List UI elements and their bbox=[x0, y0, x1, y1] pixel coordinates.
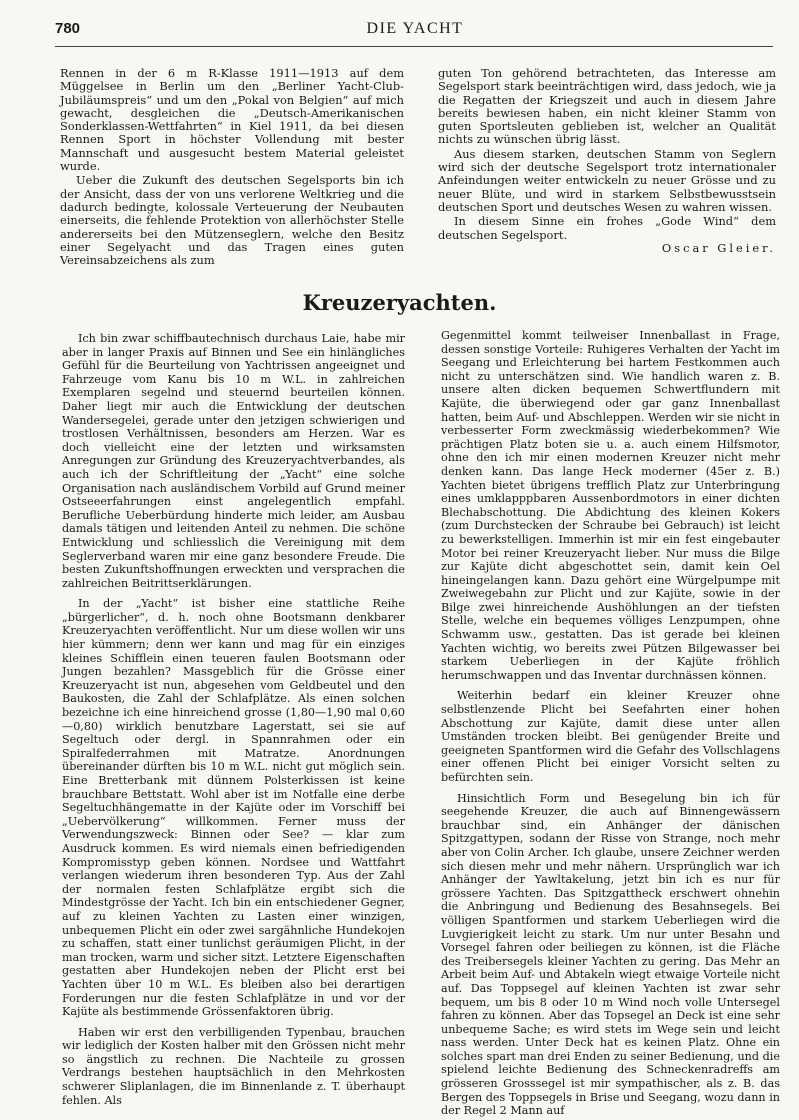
paragraph: Aus diesem starken, deutschen Stamm von Seglern wird sich der deutsche Segelsport trotz internationaler Anfeindungen weiter entwickeln zu neuer Grösse und zu neuer Blüte, und wird in starkem Selbstbewusstsein deutschen Sport und deutsches Wesen zu wahren wissen. bbox=[438, 146, 776, 214]
column-bottom-right bbox=[441, 329, 780, 1118]
paragraph: Weiterhin bedarf ein kleiner Kreuzer ohne selbstlenzende Plicht bei Seefahrten einer hohen Abschottung zur Kajüte, damit diese unter allen Umständen trocken bleibt. Bei genügender Breite und geeigneten Spantformen wird die Gefahr des Vollschlagens einer offenen Plicht bei einiger Vorsicht selten zu befürchten sein. bbox=[441, 689, 780, 784]
paragraph: In der „Yacht“ ist bisher eine stattliche Reihe „bürgerlicher“, d. h. noch ohne Bootsmann denkbarer Kreuzeryachten veröffentlicht. Nur um diese wollen wir uns hier kümmern; denn wer kann und mag für ein einziges kleines Schifflein einen teueren faulen Bootsmann oder Jungen bezahlen? Massgeblich für die Grösse einer Kreuzeryacht ist nun, abgesehen vom Geldbeutel und den Baukosten, die Zahl der Schlafplätze. Als einen solchen bezeichne ich eine hinreichend grosse (1,80—1,90 mal 0,60—0,80) wirklich benutzbare Lagerstatt, sei sie auf Segeltuch oder dergl. in Spannrahmen oder ein Spiralfederrahmen mit Matratze. Anordnungen übereinander dürften bis 10 m W.L. nicht gut möglich sein. Eine Bretterbank mit dünnem Polsterkissen ist keine brauchbare Bettstatt. Wohl aber ist im Notfalle eine derbe Segeltuchhängematte in der Kajüte oder im Vorschiff bei „Uebervölkerung“ willkommen. Ferner muss der Verwendungszweck: Binnen oder See? — klar zum Ausdruck kommen. Es wird niemals einen befriedigenden Kompromisstyp geben können. Nordsee und Wattfahrt verlangen wiederum ihren besonderen Typ. Aus der Zahl der normalen festen Schlafplätze ergibt sich die Mindestgrösse der Yacht. Ich bin ein entschiedener Gegner, auf zu kleinen Yachten zu Lasten einer winzigen, unbequemen Plicht ein oder zwei sargähnliche Hundekojen zu schaffen, statt einer tunlichst geräumigen Plicht, in der man trocken, warm und sicher sitzt. Letztere Eigenschaften gestatten aber Hundekojen neben der Plicht erst bei Yachten über 10 m W.L. Es bleiben also bei derartigen Forderungen nur die festen Schlafplätze in und vor der Kajüte als bestimmende Grössenfaktoren übrig. bbox=[62, 597, 405, 1019]
paragraph: In diesem Sinne ein frohes „Gode Wind“ dem deutschen Segelsport. bbox=[438, 214, 776, 242]
paragraph: Rennen in der 6 m R-Klasse 1911—1913 auf dem Müggelsee in Berlin um den „Berliner Yacht-Club-Jubiläumspreis“ und um den „Pokal von Belgien“ auf mich gewacht, desgleichen die „Deutsch-Amerikanischen Sonderklassen-Wettfahrten“ in Kiel 1911, da bei diesen Rennen Sport in höchster Vollendung mit bester Mannschaft und ausgesucht bestem Material geleistet wurde. bbox=[60, 66, 404, 174]
article-title: Kreuzeryachten. bbox=[302, 290, 497, 315]
paragraph: guten Ton gehörend betrachteten, das Interesse am Segelsport stark beeinträchtigen wird, dass jedoch, wie ja die Regatten der Kriegszeit und auch in diesem Jahre bereits bewiesen haben, ein nicht kleiner Stamm von guten Sportsleuten geblieben ist, welcher an Qualität nichts zu wünschen übrig lässt. bbox=[438, 66, 776, 147]
paragraph: Hinsichtlich Form und Besegelung bin ich für seegehende Kreuzer, die auch auf Binnengewässern brauchbar sind, ein Anhänger der dänischen Spitzgattypen, sodann der Risse von Strange, noch mehr aber von Colin Archer. Ich glaube, unsere Zeichner werden sich diesen mehr und mehr nähern. Ursprünglich war ich Anhänger der Yawltakelung, jetzt bin ich es nur für grössere Yachten. Das Spitzgattheck erschwert ohnehin die Anbringung und Bedienung des Besahnsegels. Bei völligen Spantformen und starkem Ueberliegen wird die Luvgierigkeit leicht zu stark. Um nur unter Besahn und Vorsegel fahren oder beiliegen zu können, ist die Fläche des Treibersegels kleiner Yachten zu gering. Das Mehr an Arbeit beim Auf- und Abtakeln wiegt etwaige Vorteile nicht auf. Das Toppsegel auf kleinen Yachten ist zwar sehr bequem, um bis 8 oder 10 m Wind noch volle Untersegel fahren zu können. Aber das Topsegel an Deck ist eine sehr unbequeme Sache; es wird stets im Wege sein und leicht nass werden. Unter Deck hat es keinen Platz. Ohne ein solches spart man drei Enden zu seiner Bedienung, und die spielend leichte Bedienung des Schneckenradreffs am grösseren Grosssegel ist mir sympathischer, als z. B. das Bergen des Toppsegels in Brise und Seegang, wozu dann in der Regel 2 Mann auf bbox=[441, 791, 780, 1118]
header-rule bbox=[55, 46, 773, 47]
paragraph: Haben wir erst den verbilligenden Typenbau, brauchen wir lediglich der Kosten halber mit den Grössen nicht mehr so ängstlich zu rechnen. Die Nachteile zu grossen Verdrangs bestehen hauptsächlich in den Mehrkosten schwerer Sliplanlagen, die im Binnenlande z. T. überhaupt fehlen. Als bbox=[62, 1025, 405, 1107]
paragraph: Gegenmittel kommt teilweiser Innenballast in Frage, dessen sonstige Vorteile: Ruhigeres Verhalten der Yacht im Seegang und Erleichterung bei hartem Festkommen auch nicht zu unterschätzen sind. Wie handlich waren z. B. unsere alten dicken bequemen Schwertflundern mit Kajüte, die überwiegend oder gar ganz Innenballast hatten, beim Auf- und Abschleppen. Werden wir sie nicht in verbesserter Form zweckmässig wiederbekommen? Wie prächtigen Platz boten sie u. a. auch einem Hilfsmotor, ohne den ich mir einen modernen Kreuzer nicht mehr denken kann. Das lange Heck moderner (45er z. B.) Yachten bietet übrigens trefflich Platz zur Unterbringung eines umklapppbaren Aussenbordmotors in einer dichten Blechabschottung. Die Abdichtung des kleinen Kokers (zum Durchstecken der Schraube bei Gebrauch) ist leicht zu bewerkstelligen. Immerhin ist mir ein fest eingebauter Motor bei reiner Kreuzeryacht lieber. Nur muss die Bilge zur Kajüte dicht abgeschottet sein, damit kein Oel hineingelangen kann. Dazu gehört eine Würgelpumpe mit Zweiwegebahn zur Plicht und zur Kajüte, sowie in der Bilge zwei hinreichende Aushöhlungen an der tiefsten Stelle, welche ein bequemes völliges Lenzpumpen, ohne Schwamm usw., gestatten. Das ist gerade bei kleinen Yachten wichtig, wo bereits zwei Pützen Bilgewasser bei starkem Ueberliegen in der Kajüte fröhlich herumschwappen und das Inventar durchnässen können. bbox=[441, 329, 780, 682]
column-top-left bbox=[60, 67, 404, 267]
author-signature: Oscar Gleier. bbox=[661, 240, 776, 255]
paragraph: Ueber die Zukunft des deutschen Segelsports bin ich der Ansicht, dass der von uns verlorene Weltkrieg und die dadurch bedingte, kolossale Verteuerung der Neubauten einerseits, die fehlende Protektion von allerhöchster Stelle andererseits bei den Mützenseglern, welche den Besitz einer Segelyacht und das Tragen eines guten Vereinsabzeichens als zum bbox=[60, 173, 404, 268]
page-header bbox=[55, 20, 775, 42]
running-title: DIE YACHT bbox=[366, 20, 464, 37]
column-bottom-left bbox=[62, 332, 405, 1107]
column-top-right bbox=[438, 67, 776, 255]
page-number: 780 bbox=[55, 20, 81, 37]
paragraph: Ich bin zwar schiffbautechnisch durchaus Laie, habe mir aber in langer Praxis auf Binnen und See ein hinlängliches Gefühl für die Beurteilung von Yachtrissen angeeignet und Fahrzeuge vom Kanu bis 10 m W.L. in zahlreichen Exemplaren segelnd und steuernd beurteilen können. Daher liegt mir auch die Entwicklung der deutschen Wandersegelei, gerade unter den jetzigen schwierigen und trostlosen Verhältnissen, besonders am Herzen. War es doch vielleicht eine der letzten und wirksamsten Anregungen zur Gründung des Kreuzeryachtverbandes, als auch ich der Schriftleitung der „Yacht“ eine solche Organisation nach ausländischem Vorbild auf Grund meiner Ostseeerfahrungen einst angelegentlich empfahl. Berufliche Ueberbürdung hinderte mich leider, am Ausbau damals tätigen und leitenden Anteil zu nehmen. Die schöne Entwicklung und schliesslich die Vereinigung mit dem Seglerverband waren mir eine ganz besondere Freude. Die besten Zukunftshoffnungen erweckten und versprachen die zahlreichen Beitrittserklärungen. bbox=[62, 332, 405, 590]
